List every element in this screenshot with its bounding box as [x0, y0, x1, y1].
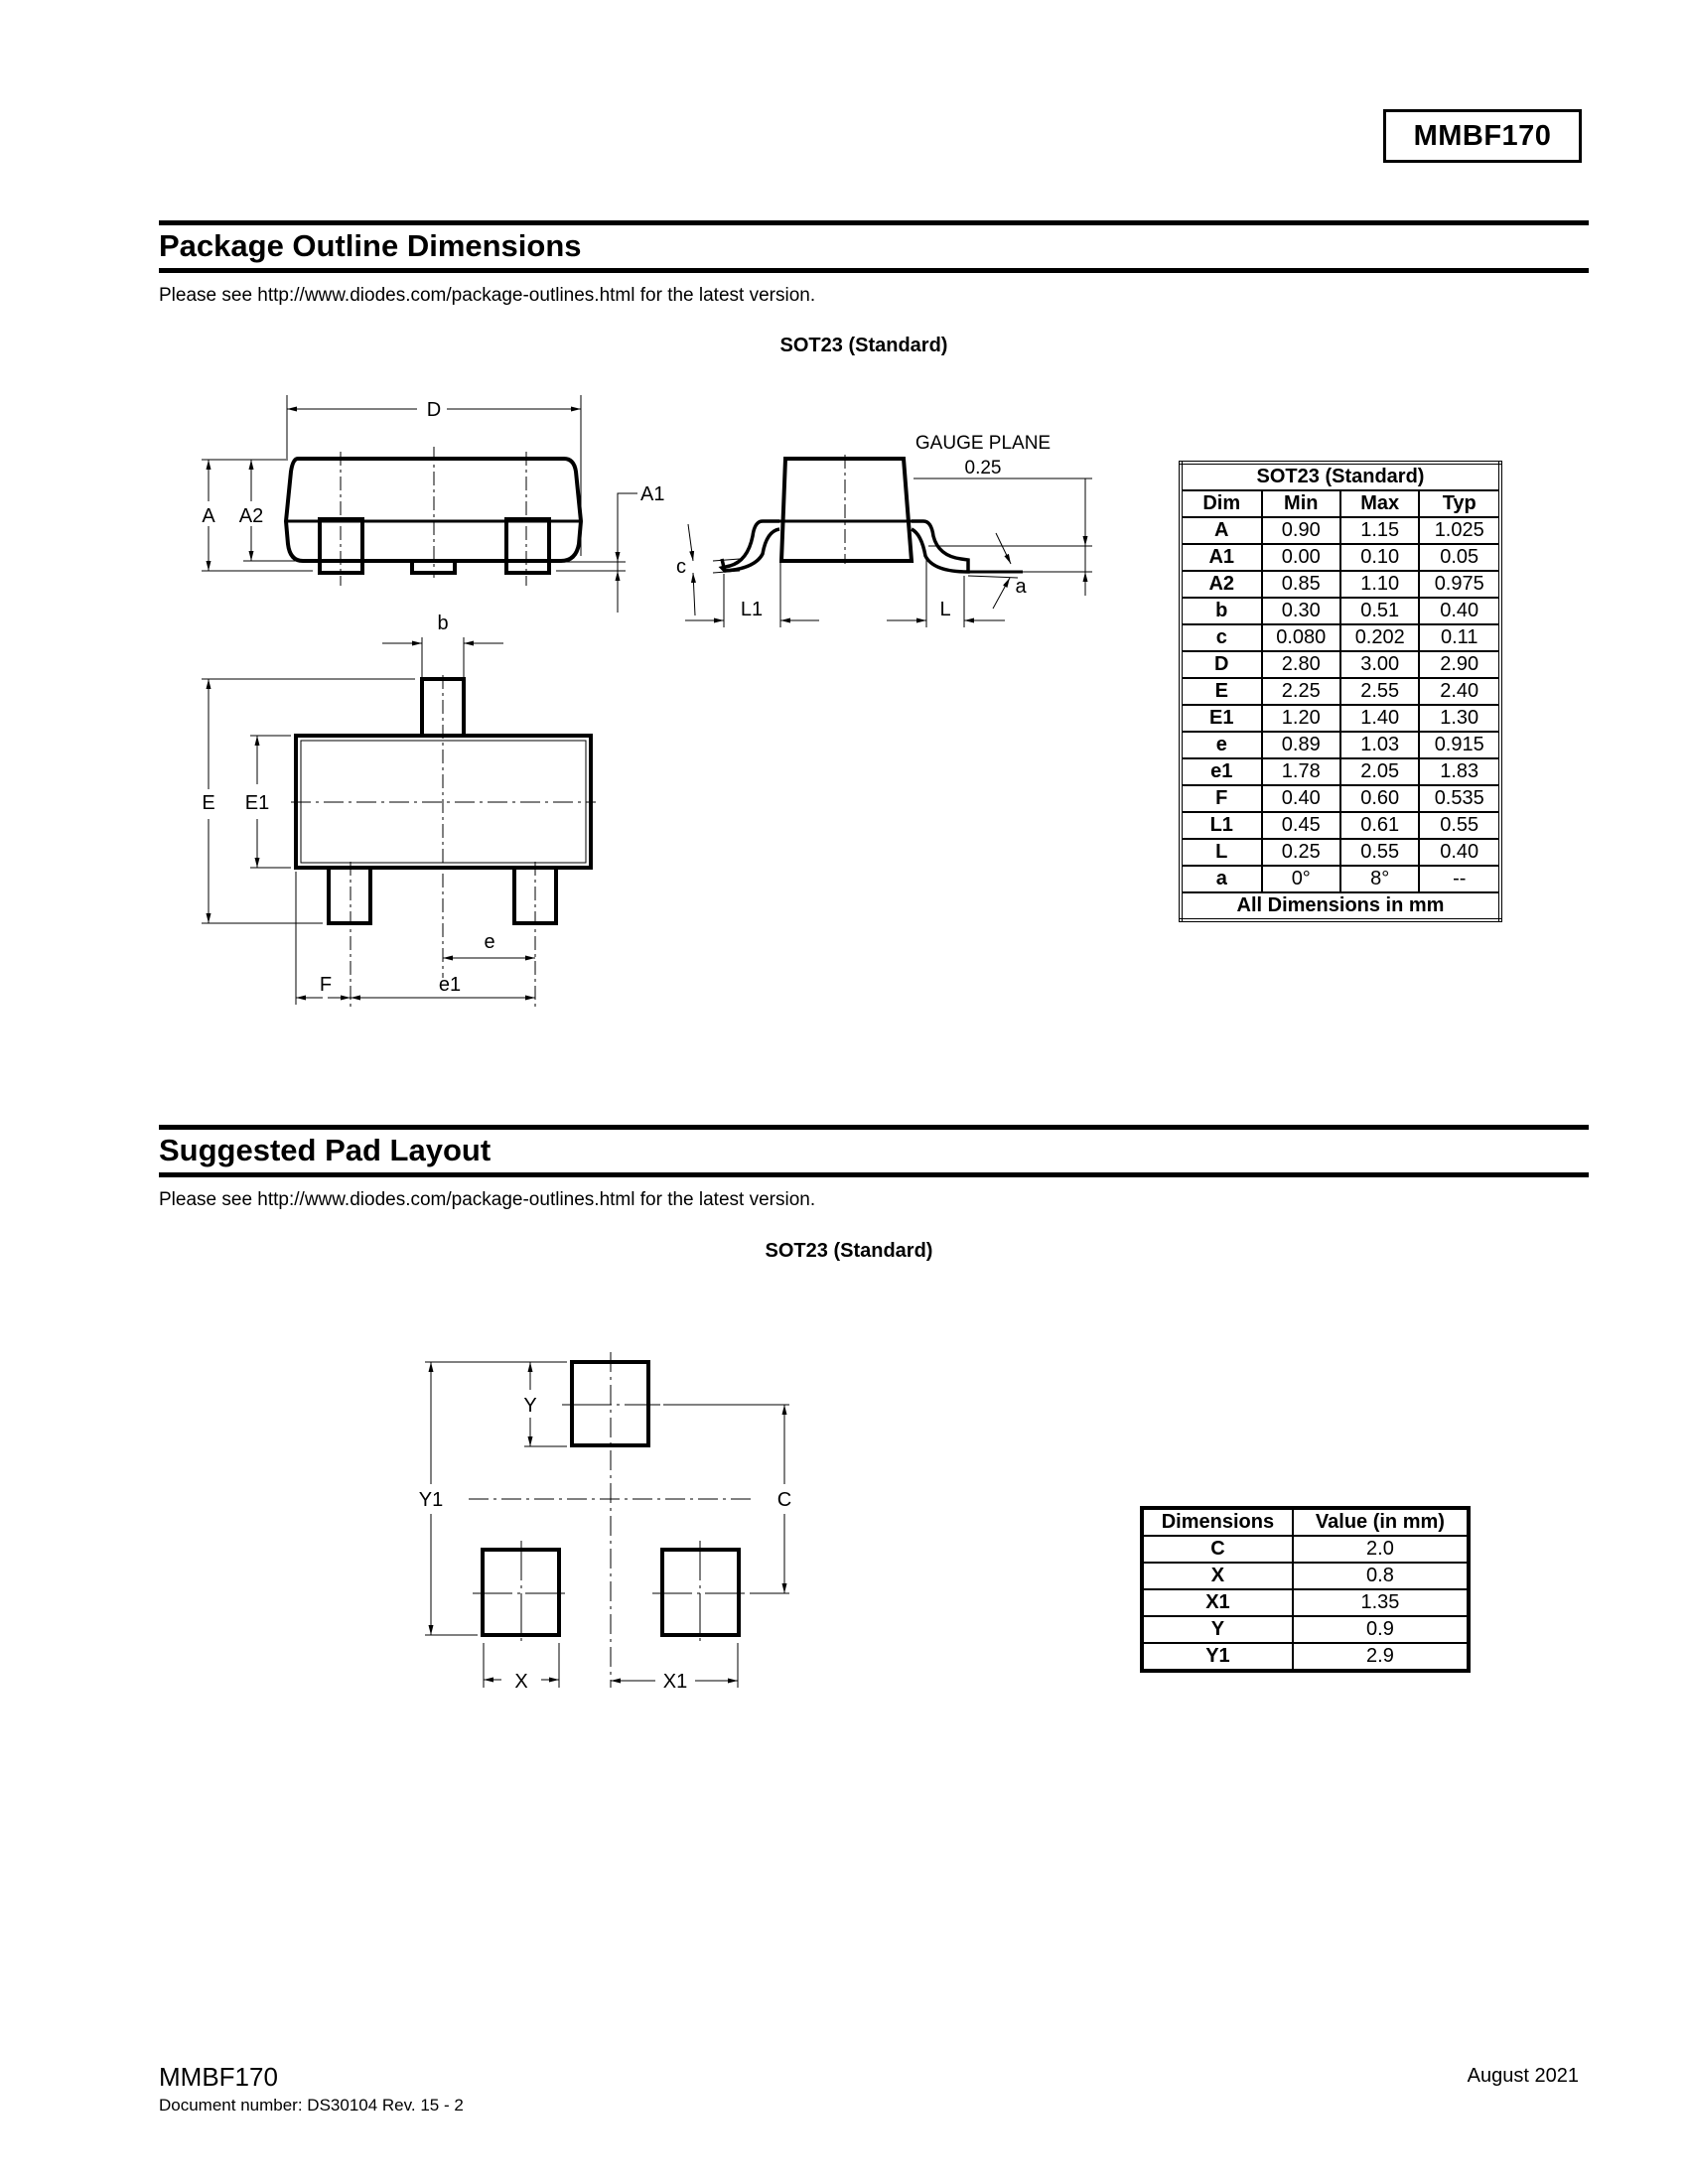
- column-header: Dimensions: [1142, 1508, 1293, 1536]
- dimension-name: A2: [1181, 571, 1262, 598]
- footer-date: August 2021: [1467, 2065, 1579, 2087]
- table-row: [1181, 651, 1500, 678]
- dimension-value: 0.40: [1262, 785, 1340, 812]
- dimension-value: 2.40: [1419, 678, 1500, 705]
- dimension-value: 0.40: [1419, 839, 1500, 866]
- table-row: [1142, 1616, 1469, 1643]
- dimension-value: 1.15: [1340, 517, 1419, 544]
- dimension-value: 0.10: [1340, 544, 1419, 571]
- dimension-name: F: [1181, 785, 1262, 812]
- label-L: L: [939, 599, 951, 620]
- table-row: [1181, 785, 1500, 812]
- footer-part-number: MMBF170: [159, 2062, 278, 2092]
- table-row: [1181, 839, 1500, 866]
- dimension-value: 0.05: [1419, 544, 1500, 571]
- dimension-value: 2.80: [1262, 651, 1340, 678]
- dimension-value: 0.55: [1419, 812, 1500, 839]
- section-rule-top: [159, 220, 1589, 225]
- label-gauge-value: 0.25: [964, 458, 1002, 478]
- dimension-name: X: [1142, 1563, 1293, 1589]
- dimension-name: e: [1181, 732, 1262, 758]
- table-row: [1181, 624, 1500, 651]
- label-X: X: [514, 1671, 528, 1693]
- dimension-value: 1.025: [1419, 517, 1500, 544]
- pad-top: [572, 1362, 648, 1445]
- column-header: Min: [1262, 490, 1340, 517]
- table-row: [1142, 1589, 1469, 1616]
- label-E: E: [202, 792, 215, 814]
- table-row: [1181, 598, 1500, 624]
- dimension-value: 1.40: [1340, 705, 1419, 732]
- dimension-name: C: [1142, 1536, 1293, 1563]
- label-A2: A2: [238, 505, 264, 527]
- dimension-value: 2.90: [1419, 651, 1500, 678]
- dimension-name: e1: [1181, 758, 1262, 785]
- section-title-package-outline: Package Outline Dimensions: [159, 228, 582, 263]
- side-elevation-drawing: [202, 395, 637, 613]
- label-D: D: [426, 399, 442, 421]
- part-number-badge: MMBF170: [1383, 109, 1582, 163]
- dimension-value: 1.83: [1419, 758, 1500, 785]
- package-outline-note: Please see http://www.diodes.com/package-outlines.html for the latest version.: [159, 285, 816, 306]
- footer-document-number: Document number: DS30104 Rev. 15 - 2: [159, 2096, 464, 2115]
- dimension-name: Y: [1142, 1616, 1293, 1643]
- label-c: c: [676, 556, 686, 578]
- dimension-value: 1.03: [1340, 732, 1419, 758]
- dimension-value: 3.00: [1340, 651, 1419, 678]
- table-row: [1142, 1643, 1469, 1671]
- table-row: [1181, 866, 1500, 892]
- dimension-name: c: [1181, 624, 1262, 651]
- table-row: [1181, 812, 1500, 839]
- table-row: [1181, 705, 1500, 732]
- label-a: a: [1015, 576, 1027, 598]
- table-row: [1181, 758, 1500, 785]
- label-X1: X1: [662, 1671, 688, 1693]
- dimension-value: --: [1419, 866, 1500, 892]
- label-A1: A1: [640, 483, 665, 505]
- label-F: F: [319, 974, 333, 996]
- table-title: SOT23 (Standard): [1181, 463, 1500, 490]
- dimension-value: 0.915: [1419, 732, 1500, 758]
- label-A: A: [202, 505, 215, 527]
- dimension-value: 0.60: [1340, 785, 1419, 812]
- dimension-value: 0.25: [1262, 839, 1340, 866]
- package-outline-caption: SOT23 (Standard): [779, 335, 948, 356]
- dimension-value: 2.55: [1340, 678, 1419, 705]
- table-row: [1181, 732, 1500, 758]
- dimension-value: 0.535: [1419, 785, 1500, 812]
- column-header: Typ: [1419, 490, 1500, 517]
- side-view-drawing: [685, 455, 1092, 627]
- dimension-value: 0.90: [1262, 517, 1340, 544]
- column-header: Value (in mm): [1293, 1508, 1469, 1536]
- dimension-value: 2.05: [1340, 758, 1419, 785]
- pad-layout-caption: SOT23 (Standard): [765, 1240, 933, 1262]
- dimension-value: 0.975: [1419, 571, 1500, 598]
- section-rule-bottom: [159, 268, 1589, 273]
- dimension-value: 1.78: [1262, 758, 1340, 785]
- pad-layout-labels: [419, 1395, 791, 1693]
- table-row: [1181, 517, 1500, 544]
- dimension-name: b: [1181, 598, 1262, 624]
- section-title-pad-layout: Suggested Pad Layout: [159, 1133, 492, 1167]
- label-C: C: [776, 1489, 792, 1511]
- table-row: [1181, 544, 1500, 571]
- dimension-value: 0.8: [1293, 1563, 1469, 1589]
- dimension-value: 0.40: [1419, 598, 1500, 624]
- dimension-value: 0.85: [1262, 571, 1340, 598]
- dimension-name: a: [1181, 866, 1262, 892]
- column-header: Max: [1340, 490, 1419, 517]
- label-e1: e1: [438, 974, 462, 996]
- table-row: [1142, 1536, 1469, 1563]
- dimension-value: 0.45: [1262, 812, 1340, 839]
- column-header: Dim: [1181, 490, 1262, 517]
- pad-bottom-left: [483, 1550, 559, 1635]
- plan-view-drawing: [202, 637, 596, 1009]
- dimension-name: D: [1181, 651, 1262, 678]
- pad-dimensions-table: [1140, 1506, 1471, 1673]
- dimension-value: 8°: [1340, 866, 1419, 892]
- label-e: e: [484, 931, 495, 953]
- dimension-value: 0.61: [1340, 812, 1419, 839]
- side-view-labels: [676, 433, 1051, 620]
- pad-layout-note: Please see http://www.diodes.com/package-outlines.html for the latest version.: [159, 1189, 816, 1210]
- section-rule-top: [159, 1125, 1589, 1130]
- dimension-name: X1: [1142, 1589, 1293, 1616]
- side-elevation-labels: [202, 399, 664, 527]
- dimension-value: 0.00: [1262, 544, 1340, 571]
- label-gauge-plane: GAUGE PLANE: [914, 433, 1052, 454]
- dimension-value: 0.30: [1262, 598, 1340, 624]
- dimension-value: 1.20: [1262, 705, 1340, 732]
- label-b: b: [437, 613, 449, 634]
- label-L1: L1: [740, 599, 764, 620]
- dimension-value: 2.25: [1262, 678, 1340, 705]
- outline-dimensions-table: [1179, 461, 1502, 922]
- dimension-value: 1.10: [1340, 571, 1419, 598]
- dimension-name: E: [1181, 678, 1262, 705]
- dimension-value: 0.080: [1262, 624, 1340, 651]
- pad-bottom-right: [662, 1550, 739, 1635]
- dimension-value: 0.51: [1340, 598, 1419, 624]
- dimension-value: 2.9: [1293, 1643, 1469, 1671]
- table-row: [1181, 571, 1500, 598]
- dimension-name: L1: [1181, 812, 1262, 839]
- label-E1: E1: [244, 792, 270, 814]
- table-row: [1181, 678, 1500, 705]
- dimension-name: A: [1181, 517, 1262, 544]
- dimension-value: 1.35: [1293, 1589, 1469, 1616]
- plan-view-labels: [202, 613, 494, 996]
- dimension-name: E1: [1181, 705, 1262, 732]
- section-rule-bottom: [159, 1172, 1589, 1177]
- dimension-value: 0.55: [1340, 839, 1419, 866]
- label-Y1: Y1: [418, 1489, 444, 1511]
- dimension-value: 0.202: [1340, 624, 1419, 651]
- dimension-value: 0.89: [1262, 732, 1340, 758]
- dimension-value: 1.30: [1419, 705, 1500, 732]
- dimension-value: 0.9: [1293, 1616, 1469, 1643]
- dimension-value: 0.11: [1419, 624, 1500, 651]
- pad-layout-drawing: [425, 1352, 792, 1688]
- label-Y: Y: [523, 1395, 537, 1417]
- dimension-name: Y1: [1142, 1643, 1293, 1671]
- dimension-name: L: [1181, 839, 1262, 866]
- table-footer: All Dimensions in mm: [1181, 892, 1500, 920]
- dimension-value: 2.0: [1293, 1536, 1469, 1563]
- dimension-name: A1: [1181, 544, 1262, 571]
- dimension-value: 0°: [1262, 866, 1340, 892]
- table-row: [1142, 1563, 1469, 1589]
